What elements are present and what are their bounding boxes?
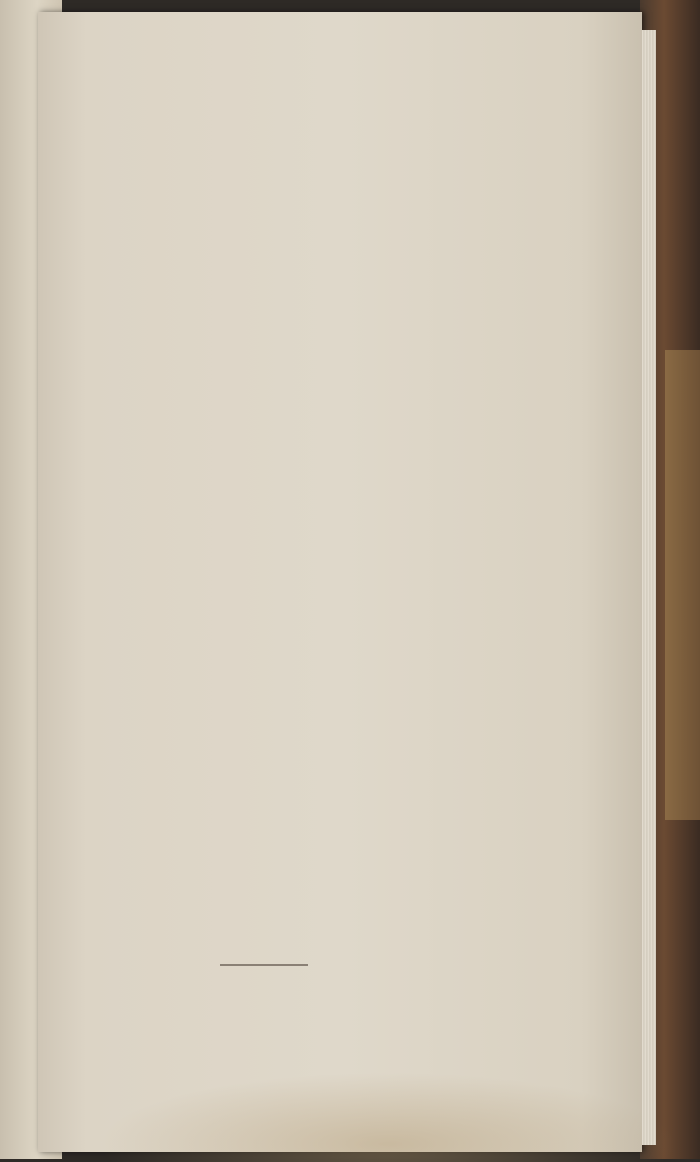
end-rule — [220, 964, 308, 966]
page-edge — [642, 30, 656, 1145]
adjacent-book — [665, 350, 700, 820]
book-page — [38, 12, 642, 1152]
page-content — [38, 12, 642, 1152]
